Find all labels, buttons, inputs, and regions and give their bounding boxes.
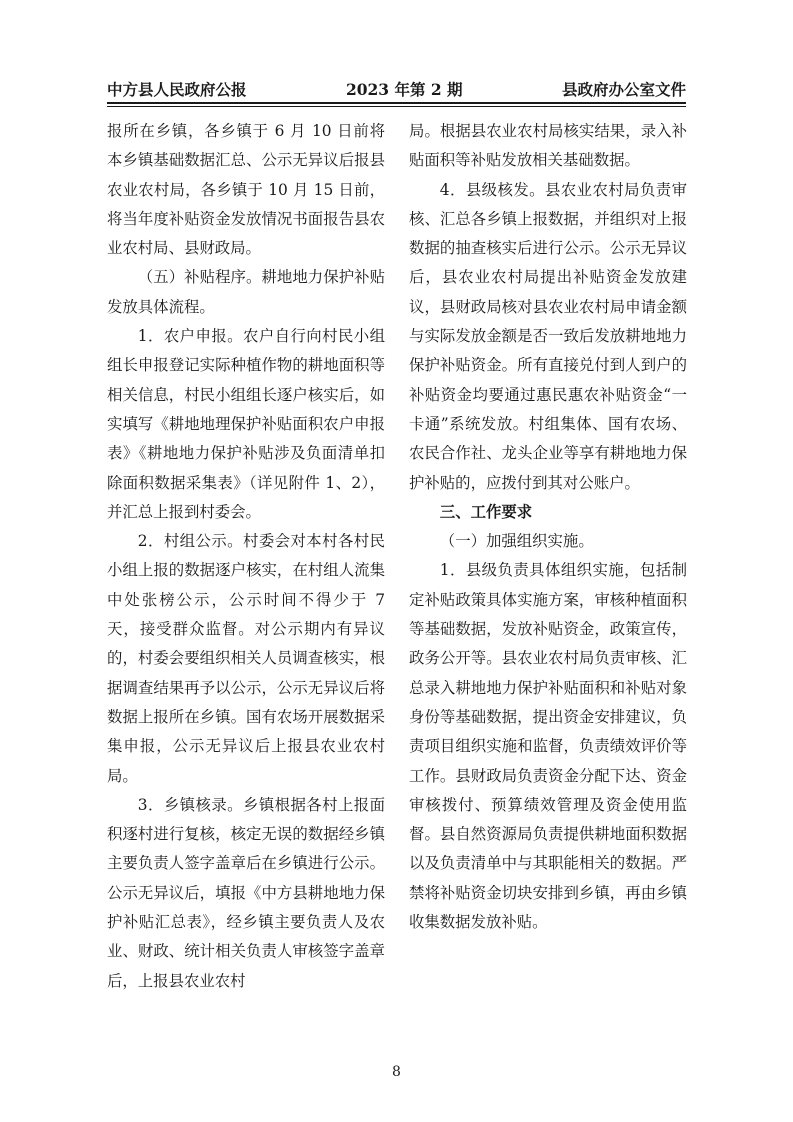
paragraph: 1．农户申报。农户自行向村民小组组长申报登记实际种植作物的耕地面积等相关信息，村民小组组长逐户核实后，如实填写《耕地地理保护补贴面积农户申报表》《耕地地力保护补贴涉及负面清单扣除面积数据采集表》（详见附件 1、2），并汇总上报到村委会。 [107,327,385,521]
header-section: 县政府办公室文件 [561,80,686,99]
section-heading: 三、工作要求 [439,502,533,521]
header-rule-thick [107,102,686,104]
subsection-heading: （一）加强组织实施。 [439,532,594,551]
header-publication-title: 中方县人民政府公报 [107,80,247,99]
right-column [409,117,687,937]
paragraph: 局。根据县农业农村局核实结果，录入补贴面积等补贴发放相关基础数据。 [409,122,687,170]
header-rule-thin [107,106,686,107]
left-column [107,117,385,996]
page-header [107,80,686,100]
page-number: 8 [392,1064,401,1080]
paragraph: 报所在乡镇，各乡镇于 6 月 10 日前将本乡镇基础数据汇总、公示无异议后报县农业农村局，各乡镇于 10 月 15 日前，将当年度补贴资金发放情况书面报告县农业农村局、县财政局。 [107,122,385,258]
header-issue: 2023 年第 2 期 [345,80,463,99]
paragraph: 4．县级核发。县农业农村局负责审核、汇总各乡镇上报数据，并组织对上报数据的抽查核实后进行公示。公示无异议后，县农业农村局提出补贴资金发放建议，县财政局核对县农业农村局申请金额与实际发放金额是否一致后发放耕地地力保护补贴资金。所有直接兑付到人到户的补贴资金均要通过惠民惠农补贴资金“一卡通”系统发放。村组集体、国有农场、农民合作社、龙头企业等享有耕地地力保护补贴的，应拨付到其对公账户。 [409,180,687,492]
subsection-heading: （五）补贴程序。耕地地力保护补贴发放具体流程。 [107,268,385,316]
paragraph: 1．县级负责具体组织实施，包括制定补贴政策具体实施方案，审核种植面积等基础数据，发放补贴资金，政策宣传，政务公开等。县农业农村局负责审核、汇总录入耕地地力保护补贴面积和补贴对象身份等基础数据，提出资金安排建议，负责项目组织实施和监督，负责绩效评价等工作。县财政局负责资金分配下达、资金审核拨付、预算绩效管理及资金使用监督。县自然资源局负责提供耕地面积数据以及负责清单中与其职能相关的数据。严禁将补贴资金切块安排到乡镇，再由乡镇收集数据发放补贴。 [409,561,687,932]
paragraph: 2．村组公示。村委会对本村各村民小组上报的数据逐户核实，在村组人流集中处张榜公示，公示时间不得少于 7 天，接受群众监督。对公示期内有异议的，村委会要组织相关人员调查核实，根据调查结果再予以公示，公示无异议后将数据上报所在乡镇。国有农场开展数据采集申报，公示无异议后上报县农业农村局。 [107,532,385,785]
paragraph: 3．乡镇核录。乡镇根据各村上报面积逐村进行复核，核定无误的数据经乡镇主要负责人签字盖章后在乡镇进行公示。公示无异议后，填报《中方县耕地地力保护补贴汇总表》，经乡镇主要负责人及农业、财政、统计相关负责人审核签字盖章后，上报县农业农村 [107,795,385,990]
